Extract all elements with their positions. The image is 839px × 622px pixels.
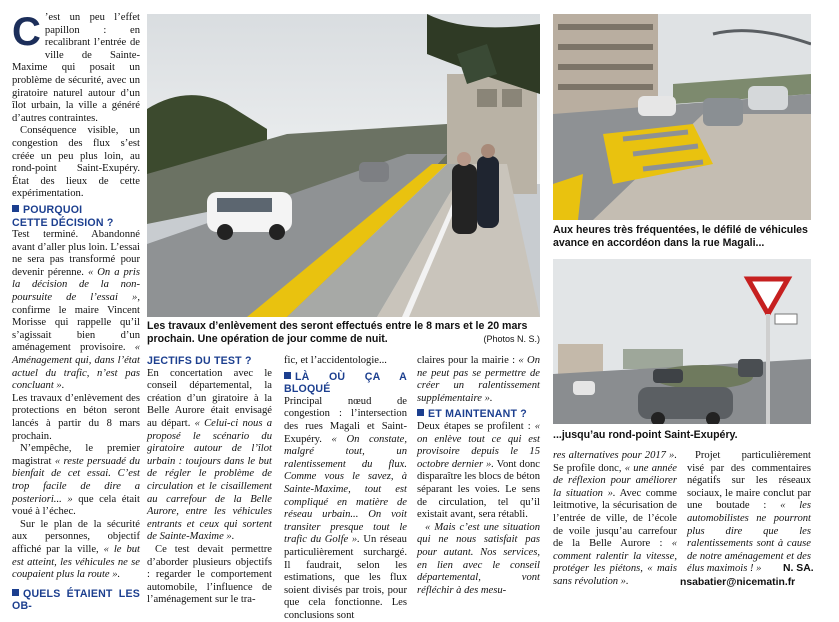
paragraph-works: Les travaux d’enlèvement des protections en béton seront lancés à partir du 8 mars prochain. [12,392,140,442]
intro-paragraph: ’est un peu l’effet papillon : en recalibrant l’entrée de ville de Sainte-Maxime qui posait un problème de sécurité, avec un giratoire naturel autour d’un îlot urbain, la ville a généré d’autres contraintes. [12,12,140,124]
main-photo-caption: Les travaux d’enlèvement des seront effectués entre le 8 mars et le 20 mars prochain. Une opération de jour comme de nuit. (Photos N. S.) [147,320,540,345]
photo-credit: (Photos N. S.) [483,334,540,344]
paragraph-congestion: Principal nœud de congestion : l’intersection des rues Magali et Saint-Exupéry. « On constate, malgré tout, un ralentissement du flux. Comme vous le savez, à Sainte-Maxime, tout est compliqué en matière de réseau urbain... On voit transiter presque tout le trafic du Golfe ». Un réseau particulièrement surchargé. Il faudrait, selon les estimations, que les flux soient divisés par trois, pour que cela fonctionne. Les conclusions sont [284,395,407,621]
author-initials: N. SA. [783,563,814,574]
roadworks-photo-illustration [147,14,540,317]
paragraph-safety: Sur le plan de la sécurité aux personnes, objectif affiché par la ville, « le but est atteint, les véhicules ne se coupaient plus la route ». [12,518,140,581]
bottom-right-photo [553,259,811,424]
section-heading-objectives: QUELS ÉTAIENT LES OB- [12,587,140,613]
drop-cap: C [12,10,41,54]
traffic-photo-illustration [553,14,811,220]
section-heading-now: ET MAINTENANT ? [417,408,540,421]
roundabout-photo-illustration [553,259,811,424]
top-right-caption: Aux heures très fréquentées, le défilé de véhicules avance en accordéon dans la rue Magali... [553,224,808,249]
intro-paragraph-2: Conséquence visible, un congestion des flux s’est créée un peu plus loin, au rond-point Saint-Exupéry. État des lieux de cette expérimentation. [12,125,140,200]
paragraph-objectives: Ce test devait permettre d’aborder plusieurs objectifs : regarder le comportement automobile, l’influence de l’aménagement sur le tra- [147,543,272,606]
article-column-3 [284,355,407,622]
article-column-1 [12,12,140,613]
paragraph-reflection: res alternatives pour 2017 ». Se profile donc, « une année de réflexion pour améliorer la situation ». Avec comme leitmotive, la sécurisation de l’entrée de ville, de l’école de voile jusqu’au carrefour de la Belle Aurore : « comment ralentir la vitesse, protéger les piétons, « mais sans révolution ». [553,450,677,587]
article-column-4 [417,355,540,597]
article-column-5 [553,450,677,589]
paragraph-alternatives: « Mais c’est une situation qui ne nous satisfait pas pour autant. Nos services, en lien avec le conseil départemental, vont réfléchir à des mesu- [417,521,540,596]
paragraph-two-steps: Deux étapes se profilent : « on enlève tout ce qui est provisoire depuis le 15 octobre dernier ». Vont donc disparaître les blocs de béton séparant les voies. Le sens de circulation, tel qu’il existait avant, sera rétabli. [417,420,540,521]
section-heading-objectives-cont: JECTIFS DU TEST ? [147,355,252,367]
author-email[interactable]: nsabatier@nicematin.fr [680,577,796,588]
paragraph-conclusion-mayor: Projet particulièrement visé par des commentaires négatifs sur les réseaux sociaux, le maire conclut par une boutade : « les automobilistes ne pourront plus dire que les ralentissements sont à cause de notre aménagement et des élus maximois ! » [687,450,811,575]
square-bullet-icon [284,372,291,379]
article-column-6 [687,450,811,576]
paragraph-giratoire: En concertation avec le conseil départemental, la création d’un giratoire à la Belle Aurore était envisagé au départ. « Celui-ci nous a proposé le scénario du giratoire autour de l’îlot urbain : toujours dans le but de régler le problème de circulation et le cisaillement au carrefour de la Belle Aurore, entre les véhicules entrants et ceux qui sortent de Sainte-Maxime ». [147,367,272,543]
square-bullet-icon [12,205,19,212]
square-bullet-icon [417,409,424,416]
bottom-right-caption: ...jusqu’au rond-point Saint-Exupéry. [553,429,738,441]
main-photo [147,14,540,317]
section-heading-why: POURQUOI CETTE DÉCISION ? [12,203,114,229]
top-right-photo [553,14,811,220]
paragraph-conclusions: claires pour la mairie : « On ne peut pas se permettre de créer un ralentissement supplémentaire ». [417,355,540,404]
square-bullet-icon [12,589,19,596]
article-column-2 [147,355,272,607]
section-heading-blocked: LÀ OÙ ÇA A BLOQUÉ [284,370,407,396]
paragraph-mayor: N’empêche, le premier magistrat « reste persuadé du bienfait de cet essai. C’est trop facile de dire a posteriori... » que cela était voué à l’échec. [12,443,141,518]
paragraph-accidentology: fic, et l’accidentologie... [284,355,387,366]
paragraph-test-ended: Test terminé. Abandonné avant d’aller plus loin. L’essai ne sera pas transformé pour devenir pérenne. « On a pris la décision de la non-poursuite de l’essai », confirme le maire Vincent Morisse qui rappelle qu’il s’agissait bien d’un aménagement provisoire. « Aménagement qui, dans l’état actuel du trafic, n’est pas concluant ». [12,229,140,392]
